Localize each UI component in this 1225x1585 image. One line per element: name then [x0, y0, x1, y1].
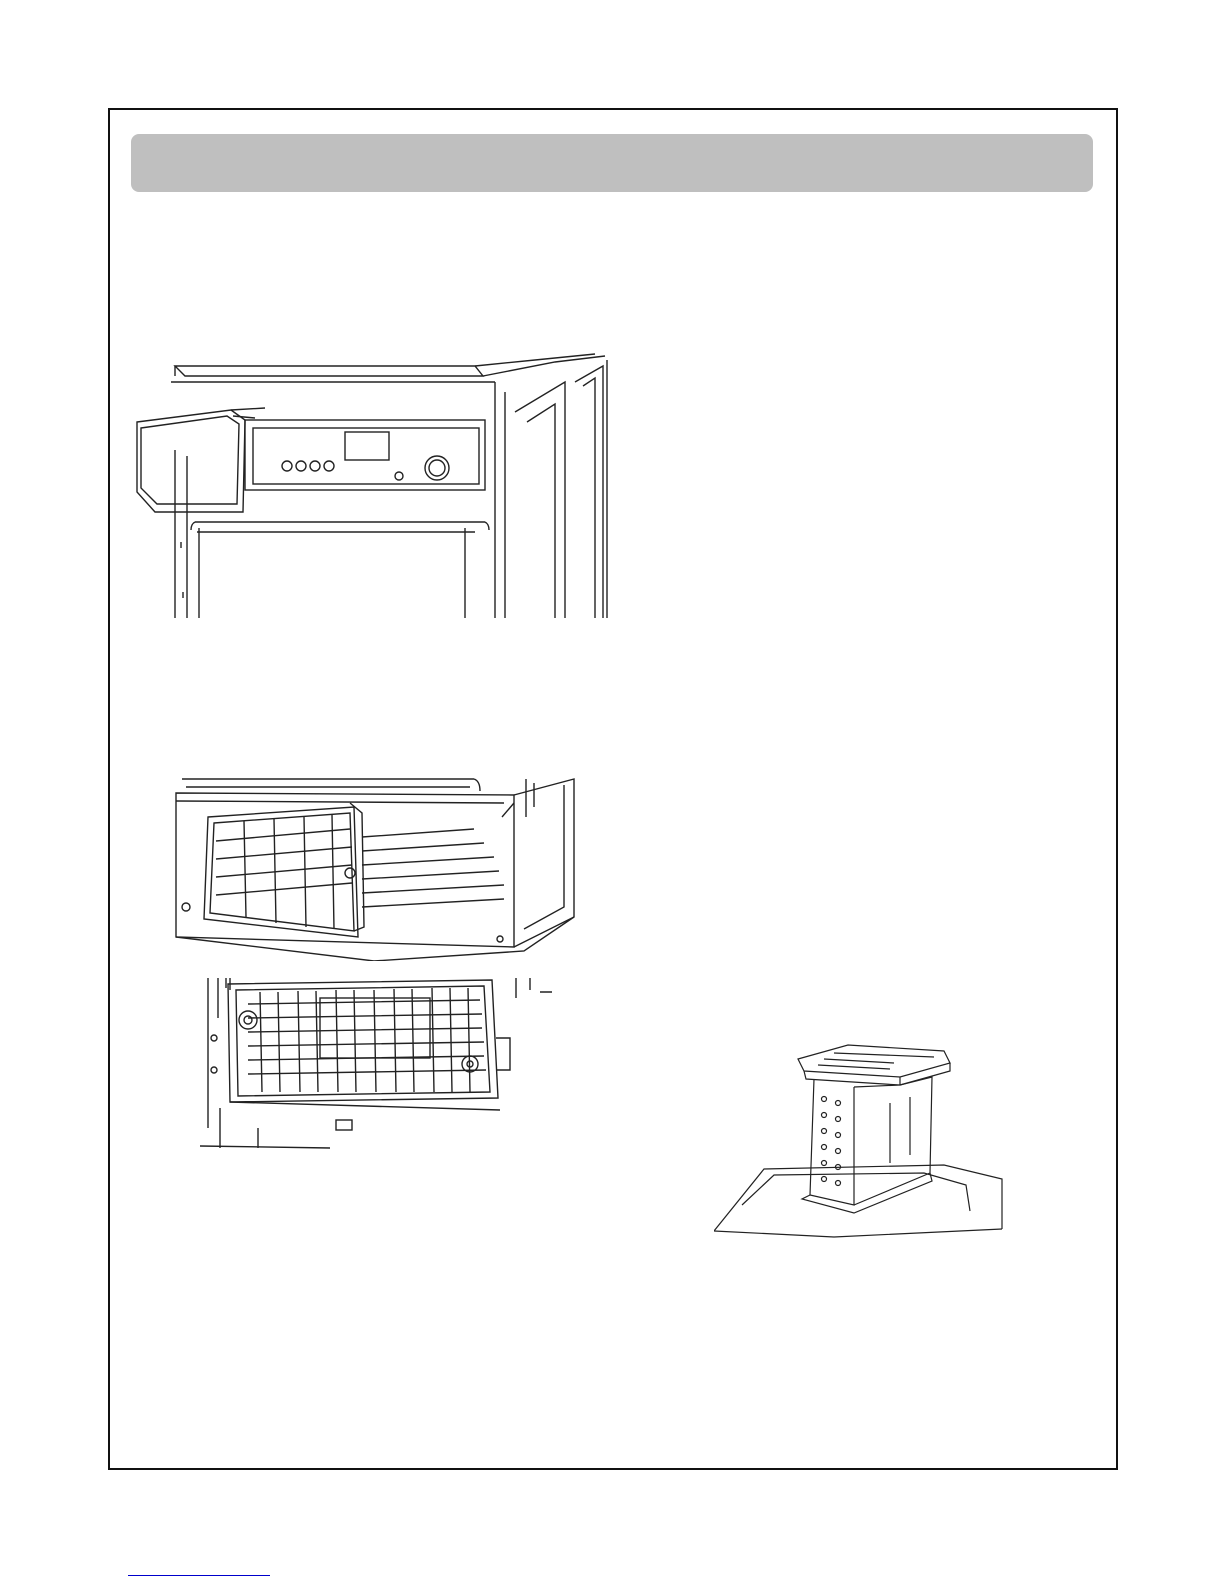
filter-rinsing-illustration [714, 1043, 1014, 1248]
lower-filter-door-illustration [174, 777, 590, 961]
filter-locks-illustration [200, 978, 556, 1150]
dispenser-drawer-illustration [135, 352, 613, 618]
section-header-bar [131, 134, 1093, 192]
footer-link-underline [128, 1575, 270, 1576]
